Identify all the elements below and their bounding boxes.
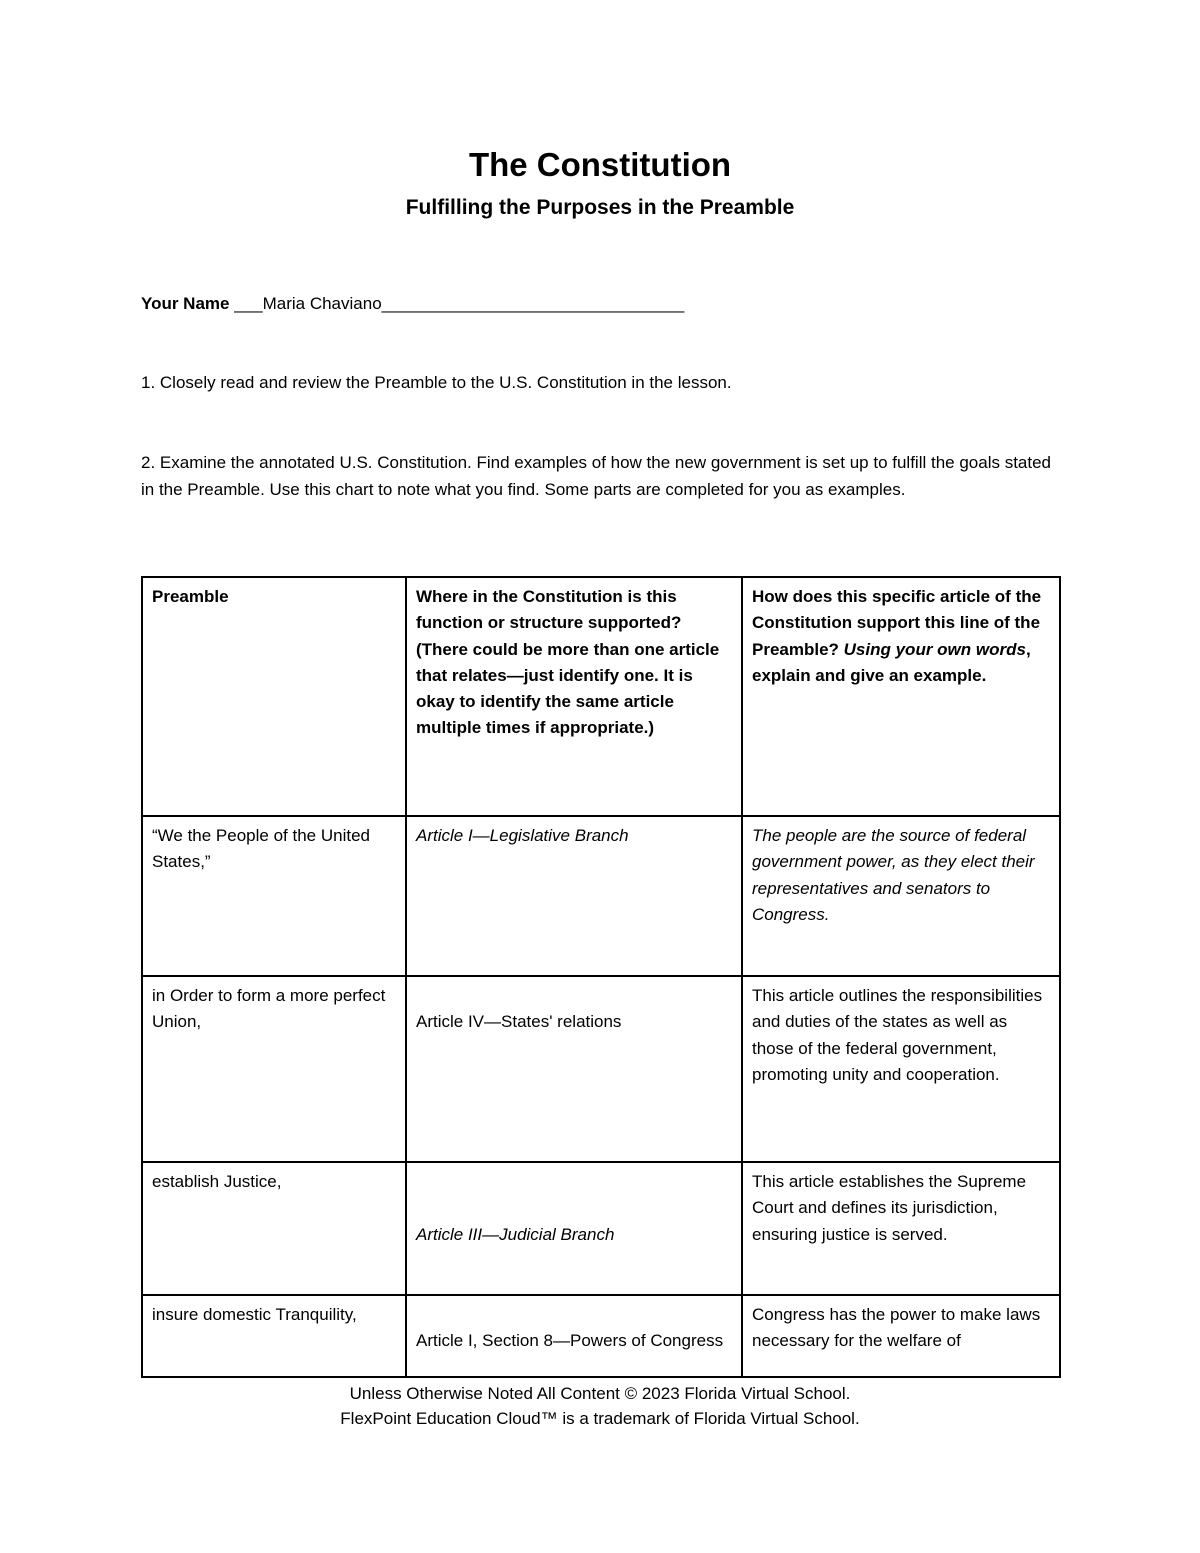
header-preamble: Preamble [142, 577, 406, 816]
row-3-article-cell [406, 1162, 742, 1295]
row-3-article: Article III—Judicial Branch [416, 1224, 615, 1244]
header-how [742, 577, 1060, 816]
row-1-article: Article I—Legislative Branch [406, 816, 742, 976]
header-how-italic: Using your own words [843, 639, 1026, 659]
row-4-article: Article I, Section 8—Powers of Congress [416, 1331, 724, 1351]
name-label: Your Name [141, 294, 230, 313]
table-row [142, 816, 1060, 976]
footer [0, 1381, 1200, 1431]
page-subtitle: Fulfilling the Purposes in the Preamble [405, 196, 795, 219]
header-where: Where in the Constitution is this function or structure supported? (There could be more than one article that relates—just identify one. It is okay to identify the same article multiple times if appropriate.) [406, 577, 742, 816]
table-row [142, 1162, 1060, 1295]
table-row [142, 976, 1060, 1162]
question-2: 2. Examine the annotated U.S. Constitution. Find examples of how the new government is set up to fulfill the goals stated in the Preamble. Use this chart to note what you find. Some parts are completed for you as examples. [141, 453, 1052, 499]
footer-trademark: FlexPoint Education Cloud™ is a trademark of Florida Virtual School. [340, 1409, 860, 1428]
row-2-preamble: in Order to form a more perfect Union, [142, 976, 406, 1162]
row-3-explanation: This article establishes the Supreme Court and defines its jurisdiction, ensuring justice is served. [742, 1162, 1060, 1295]
question-1: 1. Closely read and review the Preamble to the U.S. Constitution in the lesson. [141, 373, 732, 392]
header-how-post: , explain and give an example. [752, 639, 1031, 685]
footer-copyright: Unless Otherwise Noted All Content © 2023 Florida Virtual School. [349, 1384, 851, 1403]
row-2-article-cell [406, 976, 742, 1162]
page-title: The Constitution [468, 146, 732, 183]
row-4-article-cell [406, 1295, 742, 1377]
name-line [141, 290, 684, 318]
name-value: ___Maria Chaviano________________________________ [234, 294, 685, 313]
header-how-pre: How does this specific article of the Constitution support this line of the Preamble? [752, 587, 1042, 659]
row-2-explanation: This article outlines the responsibilities and duties of the states as well as those of the federal government, promoting unity and cooperation. [742, 976, 1060, 1162]
row-4-preamble: insure domestic Tranquility, [142, 1295, 406, 1377]
table-header-row [142, 577, 1060, 816]
row-4-explanation: Congress has the power to make laws necessary for the welfare of [742, 1295, 1060, 1377]
preamble-chart [141, 576, 1061, 1378]
row-1-explanation: The people are the source of federal government power, as they elect their representatives and senators to Congress. [742, 816, 1060, 976]
table-row [142, 1295, 1060, 1377]
row-1-preamble: “We the People of the United States,” [142, 816, 406, 976]
row-2-article: Article IV—States' relations [416, 1012, 622, 1032]
row-3-preamble: establish Justice, [142, 1162, 406, 1295]
